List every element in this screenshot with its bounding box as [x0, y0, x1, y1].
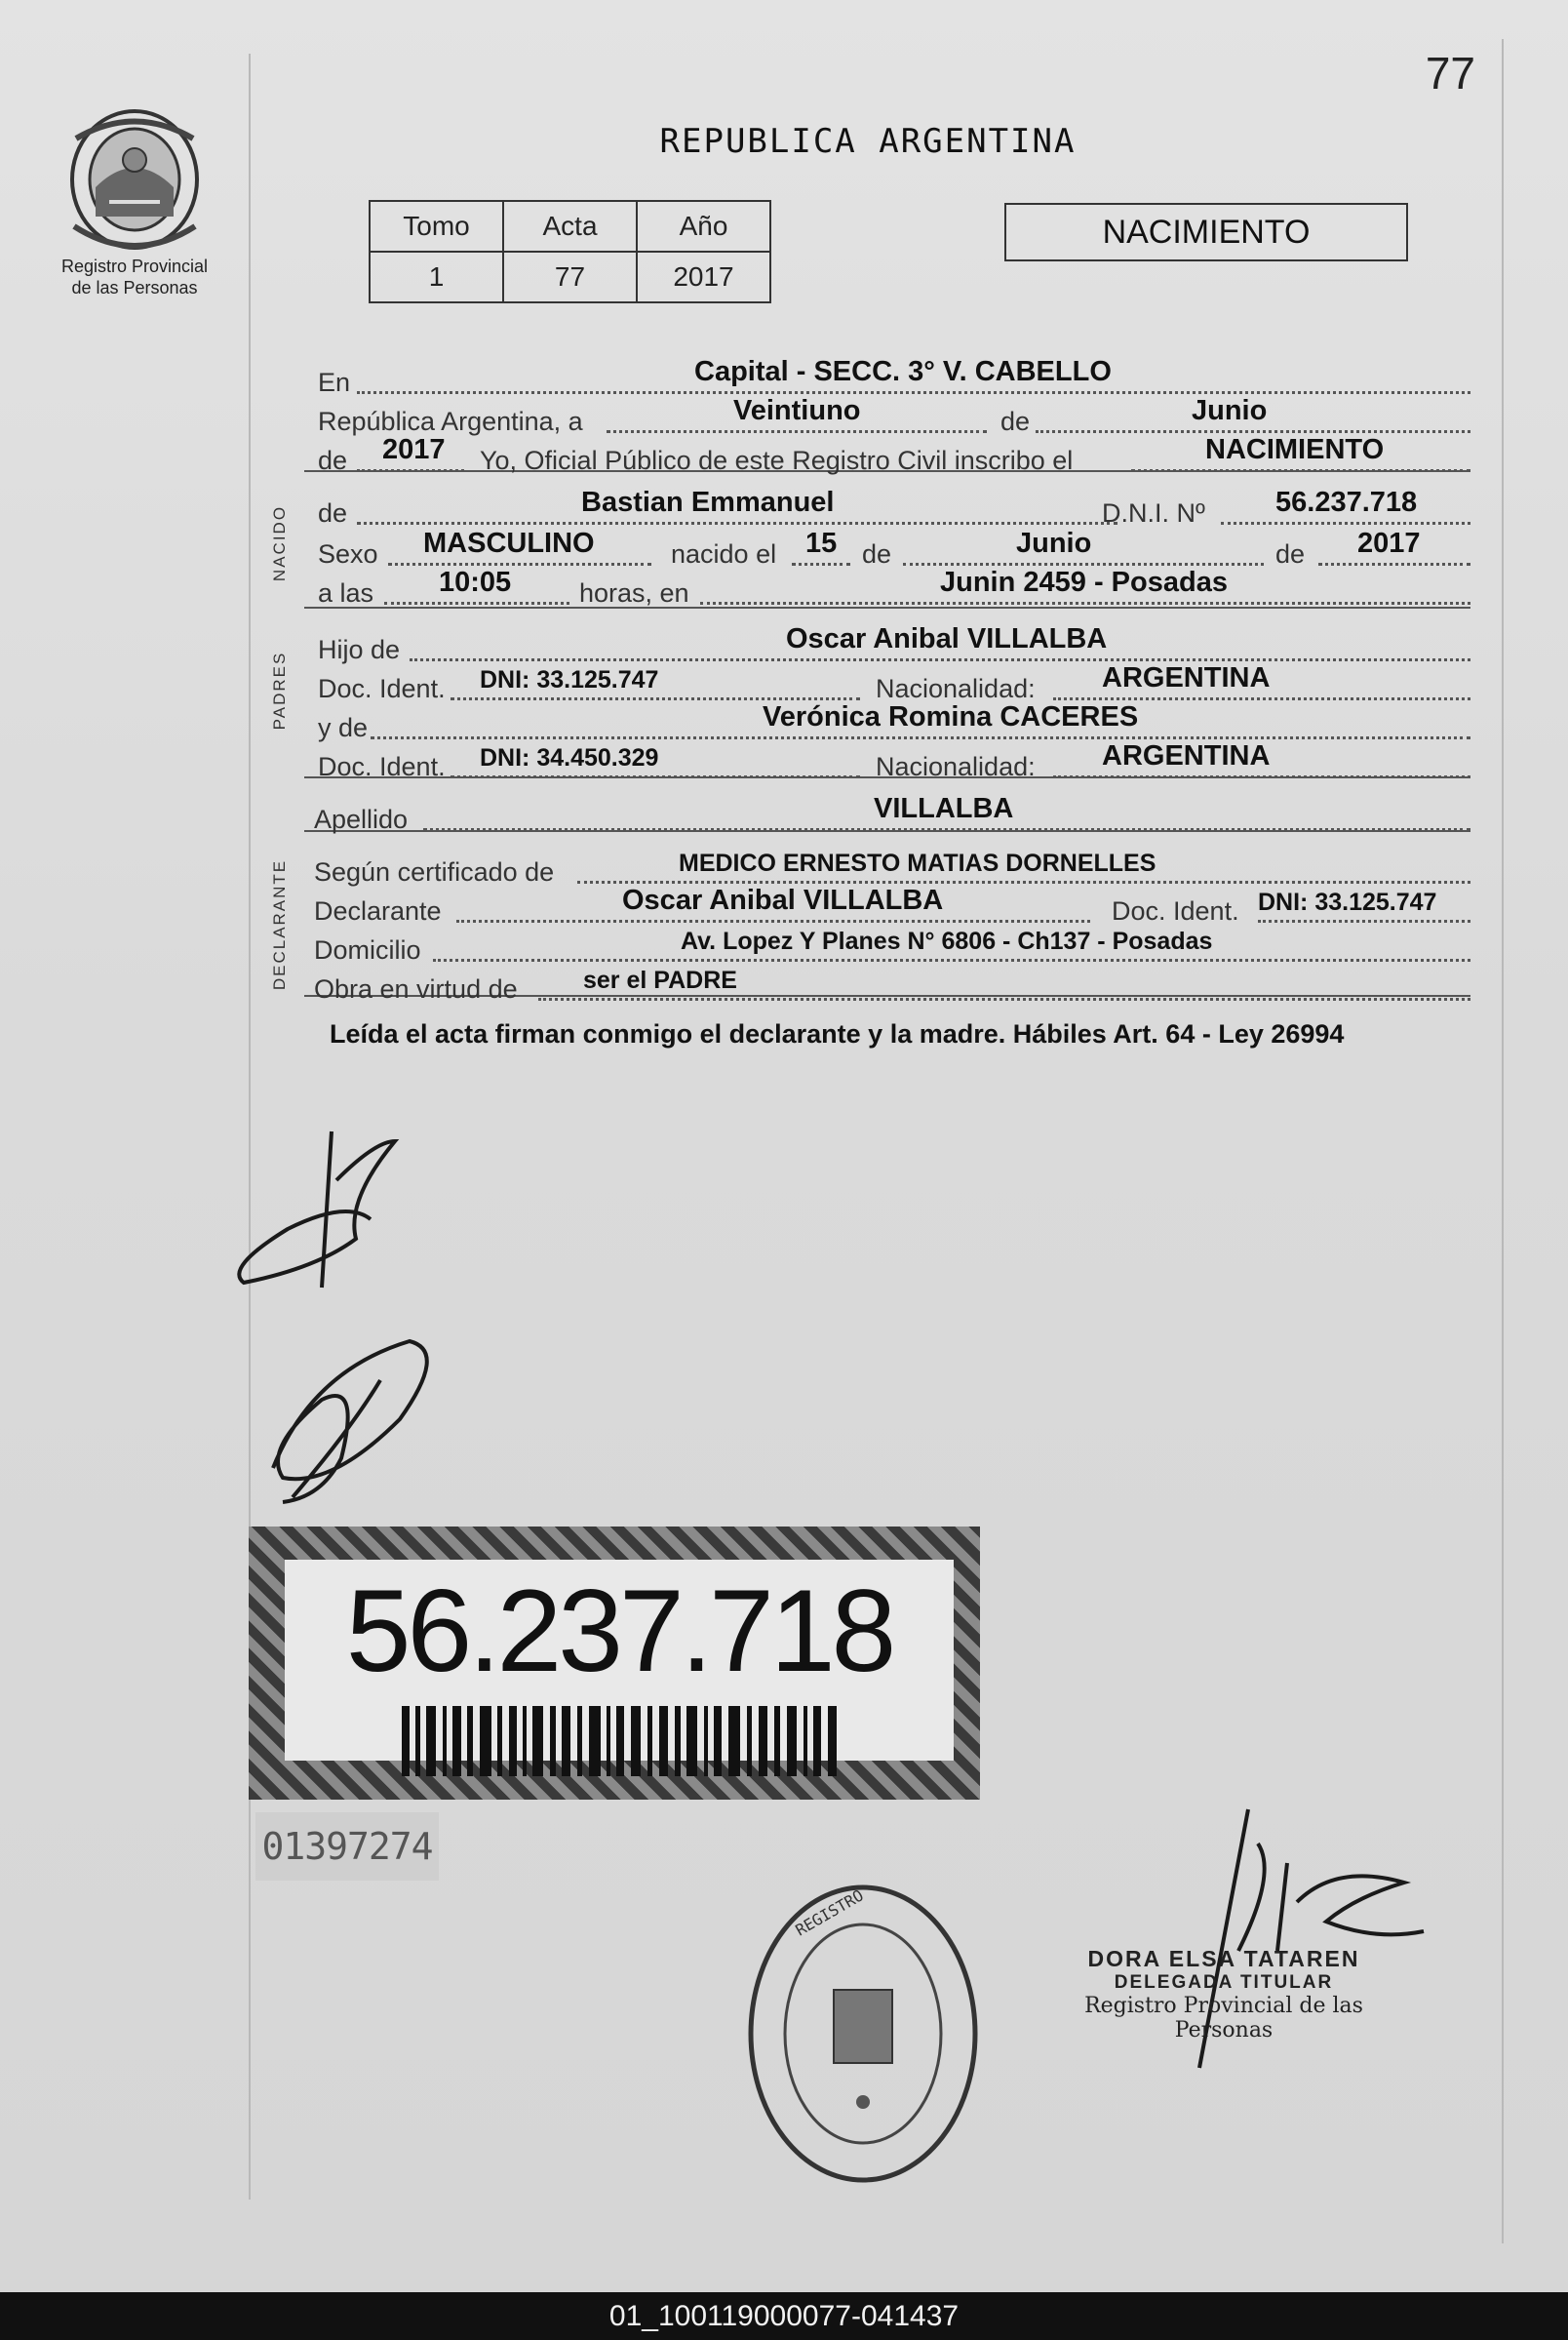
label-nacionalidad-padre: Nacionalidad: — [876, 674, 1036, 703]
label-dni: D.N.I. Nº — [1102, 498, 1205, 528]
label-nacionalidad-madre: Nacionalidad: — [876, 752, 1036, 781]
logo-caption-line2: de las Personas — [71, 278, 198, 297]
label-doc-ident-madre: Doc. Ident. — [318, 752, 446, 781]
document-title: REPUBLICA ARGENTINA — [659, 122, 1077, 161]
value-padre-nacionalidad: ARGENTINA — [1102, 662, 1271, 694]
volume-table — [369, 200, 771, 303]
field-row-padre-doc — [314, 662, 1470, 704]
field-row-declarante — [314, 885, 1470, 927]
coat-of-arms-icon — [834, 1990, 892, 2063]
value-birth-day: 15 — [805, 528, 838, 559]
label-de: de — [1000, 407, 1031, 436]
label-de-birth-year: de — [1275, 539, 1306, 569]
declarant-signature — [229, 1122, 424, 1297]
logo-caption-line1: Registro Provincial — [60, 257, 209, 276]
province-seal-icon — [66, 109, 203, 256]
field-row-nombre — [314, 487, 1470, 529]
value-apellido: VILLALBA — [874, 793, 1014, 824]
value-padre-doc: DNI: 33.125.747 — [480, 666, 659, 694]
official-name: DORA ELSA TATAREN — [1087, 1946, 1360, 1971]
value-birth-year: 2017 — [1357, 528, 1421, 559]
value-certificado: MEDICO ERNESTO MATIAS DORNELLES — [679, 850, 1156, 877]
field-row-domicilio — [314, 927, 1470, 966]
label-declarante: Declarante — [314, 896, 442, 926]
right-margin-line — [1502, 39, 1504, 2243]
value-madre-doc: DNI: 34.450.329 — [480, 744, 659, 772]
label-doc-ident-padre: Doc. Ident. — [318, 674, 446, 703]
field-row-fecha — [314, 395, 1470, 437]
value-inscribo: NACIMIENTO — [1205, 434, 1385, 465]
field-row-padre — [314, 623, 1470, 665]
label-apellido: Apellido — [314, 805, 409, 834]
dni-label-number: 56.237.718 — [345, 1566, 893, 1696]
field-row-certificado — [314, 849, 1470, 888]
label-y-de: y de — [318, 713, 369, 742]
label-a-las: a las — [318, 578, 374, 608]
barcode-icon — [402, 1706, 841, 1776]
label-republica: República Argentina, a — [318, 407, 583, 436]
value-birth-month: Junio — [1016, 528, 1092, 559]
label-de-nombre: de — [318, 498, 348, 528]
value-tomo: 1 — [370, 252, 503, 302]
page-number: 77 — [1425, 48, 1475, 99]
label-horas-en: horas, en — [579, 578, 689, 608]
label-nacido-el: nacido el — [671, 539, 777, 569]
field-row-obra — [314, 966, 1470, 1005]
mother-signature — [254, 1331, 449, 1517]
label-doc-ident-declarante: Doc. Ident. — [1112, 896, 1239, 926]
value-domicilio: Av. Lopez Y Planes N° 6806 - Ch137 - Posadas — [681, 928, 1213, 955]
registry-logo — [57, 109, 213, 298]
value-sexo: MASCULINO — [423, 528, 595, 559]
side-label-nacido: NACIDO — [270, 504, 289, 582]
field-row-en — [314, 356, 1470, 398]
value-acta: 77 — [503, 252, 637, 302]
value-month: Junio — [1192, 395, 1268, 426]
value-madre-nacionalidad: ARGENTINA — [1102, 740, 1271, 772]
value-year: 2017 — [382, 434, 446, 465]
side-label-declarante: DECLARANTE — [270, 858, 289, 991]
field-row-inscribo — [314, 434, 1470, 476]
side-label-padres: PADRES — [270, 651, 289, 731]
official-block — [1053, 1946, 1394, 2043]
label-de-year: de — [318, 446, 348, 475]
field-row-madre — [314, 701, 1470, 743]
value-dni: 56.237.718 — [1275, 487, 1418, 518]
value-declarante: Oscar Anibal VILLALBA — [622, 885, 944, 916]
closing-statement: Leída el acta firman conmigo el declarante y la madre. Hábiles Art. 64 - Ley 26994 — [330, 1019, 1345, 1049]
act-type-box: NACIMIENTO — [1004, 203, 1408, 261]
label-obra: Obra en virtud de — [314, 974, 518, 1004]
field-row-sexo — [314, 528, 1470, 570]
header-ano: Año — [637, 201, 770, 252]
value-declarante-doc: DNI: 33.125.747 — [1258, 889, 1437, 916]
label-en: En — [318, 368, 351, 397]
value-ano: 2017 — [637, 252, 770, 302]
label-de-birth-month: de — [862, 539, 892, 569]
field-row-madre-doc — [314, 740, 1470, 782]
label-domicilio: Domicilio — [314, 935, 421, 965]
official-org: Registro Provincial de las Personas — [1084, 1994, 1363, 2043]
header-tomo: Tomo — [370, 201, 503, 252]
dni-label-sticker — [249, 1527, 980, 1800]
field-row-apellido — [314, 793, 1470, 835]
value-en: Capital - SECC. 3° V. CABELLO — [694, 356, 1112, 387]
value-hora: 10:05 — [439, 567, 512, 598]
footer-document-id: 01_100119000077-041437 — [0, 2292, 1568, 2340]
header-acta: Acta — [503, 201, 637, 252]
serial-number: 01397274 — [255, 1812, 439, 1881]
field-row-hora — [314, 567, 1470, 609]
label-hijo-de: Hijo de — [318, 635, 401, 664]
value-madre: Verónica Romina CACERES — [763, 701, 1139, 733]
value-nombre: Bastian Emmanuel — [581, 487, 835, 518]
value-padre: Oscar Anibal VILLALBA — [786, 623, 1108, 654]
official-role: DELEGADA TITULAR — [1114, 1972, 1334, 1993]
label-certificado: Según certificado de — [314, 857, 555, 887]
registry-stamp — [741, 1878, 985, 2200]
value-day-words: Veintiuno — [733, 395, 861, 426]
label-sexo: Sexo — [318, 539, 378, 569]
stamp-text-fragment: REGISTRO — [792, 1885, 867, 1940]
value-lugar: Junin 2459 - Posadas — [940, 567, 1228, 598]
label-inscribo: Yo, Oficial Público de este Registro Civil inscribo el — [480, 446, 1074, 475]
value-obra: ser el PADRE — [583, 967, 737, 994]
